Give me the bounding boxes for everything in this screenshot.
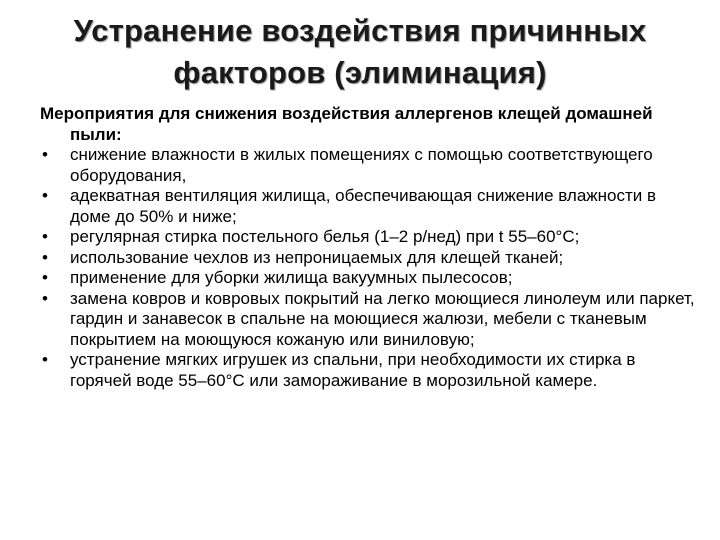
bullet-icon: • xyxy=(42,350,48,369)
list-item-text: адекватная вентиляция жилища, обеспечивающая снижение влажности в доме до 50% и ниже; xyxy=(70,186,657,226)
list-item-text: снижение влажности в жилых помещениях с помощью соответствующего оборудования, xyxy=(70,145,653,185)
list-item xyxy=(40,186,700,227)
list-item xyxy=(40,248,700,269)
list-item xyxy=(40,227,700,248)
title-line-1: Устранение воздействия причинных xyxy=(73,13,647,48)
bullet-icon: • xyxy=(42,227,48,246)
slide-title xyxy=(40,10,680,94)
bullet-icon: • xyxy=(42,288,48,308)
section-heading: Мероприятия для снижения воздействия аллергенов клещей домашней пыли: xyxy=(40,104,653,144)
slide-body xyxy=(40,104,700,391)
list-item-text: замена ковров и ковровых покрытий на легко моющиеся линолеум или паркет, гардин и занавесок в спальне на моющиеся жалюзи, мебели с тканевым покрытием на моющуюся кожаную или виниловую; xyxy=(70,288,695,349)
bullet-icon: • xyxy=(42,186,48,205)
measures-list xyxy=(40,145,700,391)
title-line-2: факторов (элиминация) xyxy=(173,55,547,90)
list-item-text: регулярная стирка постельного белья (1–2 р/нед) при t 55–60°С; xyxy=(70,227,580,246)
list-item-text: применение для уборки жилища вакуумных пылесосов; xyxy=(70,268,513,287)
bullet-icon: • xyxy=(42,247,48,267)
list-item xyxy=(40,145,700,186)
list-item xyxy=(40,350,700,391)
list-item-text: использование чехлов из непроницаемых для клещей тканей; xyxy=(70,247,564,267)
list-item xyxy=(40,289,700,351)
list-item xyxy=(40,268,700,289)
bullet-icon: • xyxy=(42,268,48,287)
bullet-icon: • xyxy=(42,145,48,164)
list-item-text: устранение мягких игрушек из спальни, при необходимости их стирка в горячей воде 55–60°С или замораживание в морозильной камере. xyxy=(70,350,636,390)
